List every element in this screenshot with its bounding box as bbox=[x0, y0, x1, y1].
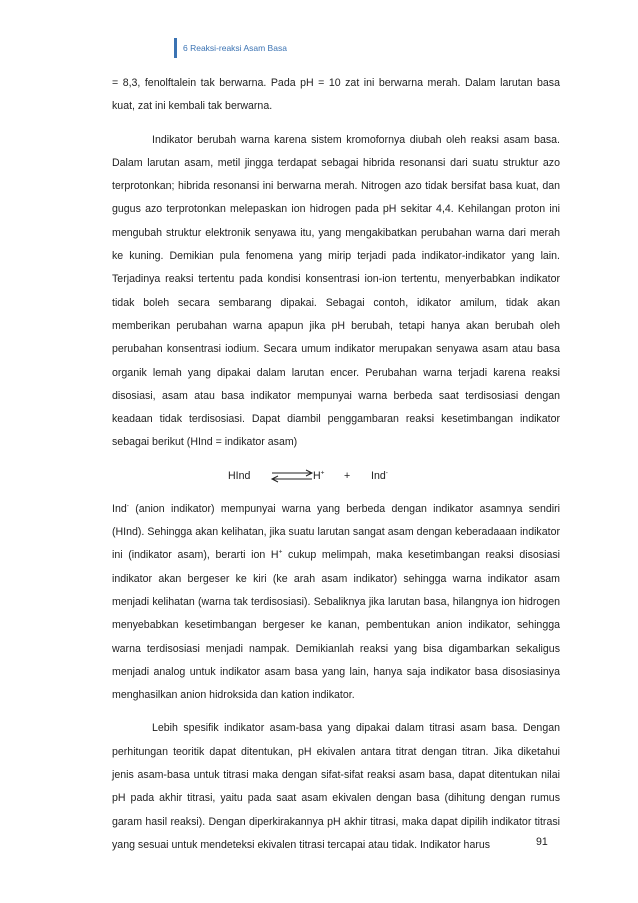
running-header bbox=[174, 38, 287, 58]
proton-symbol: H bbox=[313, 469, 321, 482]
equation-plus: + bbox=[344, 469, 351, 482]
p3-end: cukup melimpah, maka kesetimbangan reaksi disosiasi indikator akan bergeser ke kiri (ke arah asam indikator) sehingga warna indikator asam menjadi kelihatan (warna tak terdisosiasi). Sebaliknya jika larutan basa, hilangnya ion hidrogen menyebabkan kesetimbangan bergeser ke kanan, pembentukan anion indikator, sehingga warna terdisosiasi menjadi nampak. Demikianlah reaksi yang bisa digambarkan sekaligus menjadi analog untuk indikator asam basa yang lain, hanya saja indikator basa disosiasinya menghasilkan anion hidroksida dan kation indikator. bbox=[112, 549, 561, 702]
equilibrium-arrows-icon bbox=[270, 469, 314, 483]
equation-product-anion bbox=[371, 465, 388, 488]
page-body bbox=[112, 72, 560, 867]
equilibrium-equation bbox=[112, 465, 560, 488]
proton-charge: + bbox=[320, 469, 325, 477]
p3-ind: Ind bbox=[112, 502, 127, 515]
equation-product-proton bbox=[313, 465, 324, 488]
anion-symbol: Ind bbox=[371, 469, 386, 482]
p3-h-charge: + bbox=[278, 548, 283, 556]
p3-ind-charge: - bbox=[126, 502, 129, 510]
p3-middle: (anion indikator) mempunyai warna yang berbeda dengan indikator asamnya sendiri (HInd). Sehingga akan kelihatan, jika suatu larutan sangat asam dengan keberadaaan indikator ini (indikator asam), berarti ion H bbox=[112, 502, 560, 562]
paragraph-3 bbox=[112, 498, 560, 708]
page-number: 91 bbox=[536, 836, 548, 848]
paragraph-1: = 8,3, fenolftalein tak berwarna. Pada pH = 10 zat ini berwarna merah. Dalam larutan basa kuat, zat ini kembali tak berwarna. bbox=[112, 77, 560, 113]
anion-charge: - bbox=[385, 469, 388, 477]
equation-reactant: HInd bbox=[228, 469, 251, 482]
paragraph-2: Indikator berubah warna karena sistem kromofornya diubah oleh reaksi asam basa. Dalam larutan asam, metil jingga terdapat sebagai hibrida resonansi dari suatu struktur azo terprotonkan; hibrida resonansi ini berwarna merah. Nitrogen azo tidak bersifat basa kuat, dan gugus azo terprotonkan melepaskan ion hidrogen pada pH sekitar 4,4. Kehilangan proton ini mengubah struktur elektronik senyawa itu, yang mengakibatkan perubahan warna dari merah ke kuning. Demikian pula fenomena yang mirip terjadi pada indikator-indikator yang lain. Terjadinya reaksi tertentu pada kondisi konsentrasi ion-ion tertentu, menyerbabkan indikator tidak boleh secara sembarang dipakai. Sebagai contoh, idikator amilum, tidak akan memberikan perubahan warna apapun jika pH berubah, tetapi hanya akan berubah oleh perubahan konsentrasi iodium. Secara umum indikator merupakan senyawa asam atau basa organik lemah yang dipakai dalam larutan encer. Perubahan warna terjadi karena reaksi disosiasi, asam atau basa indikator mempunyai warna berbeda saat terdisosiasi dengan keadaan tidak terdisosiasi. Dapat diambil penggambaran reaksi kesetimbangan indikator sebagai berikut (HInd = indikator asam) bbox=[112, 133, 560, 449]
paragraph-4: Lebih spesifik indikator asam-basa yang dipakai dalam titrasi asam basa. Dengan perhitungan teoritik dapat ditentukan, pH ekivalen antara titrat dengan titran. Jika diketahui jenis asam-basa untuk titrasi maka dengan sifat-sifat reaksi asam basa, dapat ditentukan nilai pH pada akhir titrasi, yaitu pada saat asam ekivalen dengan basa (dihitung dengan rumus garam hasil reaksi). Dengan diperkirakannya pH akhir titrasi, maka dapat dipilih indikator titrasi yang sesuai untuk mendeteksi ekivalen titrasi tercapai atau tidak. Indikator harus bbox=[112, 722, 560, 851]
header-title: 6 Reaksi-reaksi Asam Basa bbox=[183, 43, 287, 53]
